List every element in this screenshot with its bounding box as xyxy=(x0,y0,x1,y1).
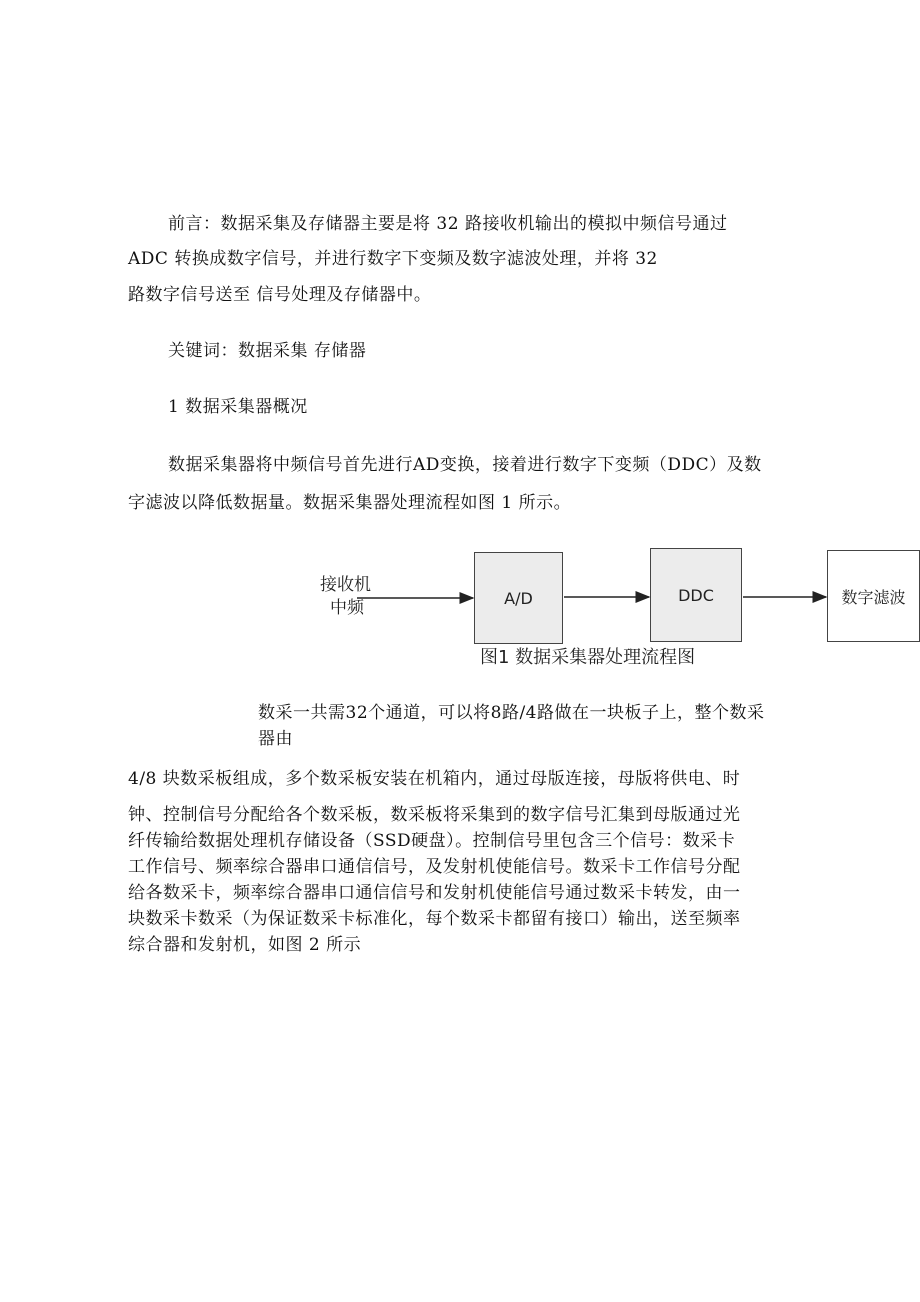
section-heading: 1 数据采集器概况 xyxy=(168,397,308,417)
boards-line-1: 4/8 块数采板组成，多个数采板安装在机箱内，通过母版连接，母版将供电、时 xyxy=(128,769,741,789)
overview-line-2: 字滤波以降低数据量。数据采集器处理流程如图 1 所示。 xyxy=(128,493,572,513)
intro-line-3: 路数字信号送至 信号处理及存储器中。 xyxy=(128,285,432,305)
digital-filter-block-label: 数字滤波 xyxy=(841,587,906,607)
keywords: 关键词：数据采集 存储器 xyxy=(168,341,367,361)
ddc-block-label: DDC xyxy=(678,585,714,605)
intro-line-1: 前言：数据采集及存储器主要是将 32 路接收机输出的模拟中频信号通过 xyxy=(168,214,728,234)
overview-line-1: 数据采集器将中频信号首先进行AD变换，接着进行数字下变频（DDC）及数 xyxy=(168,455,762,475)
boards-line-4: 工作信号、频率综合器串口通信信号，及发射机使能信号。数采卡工作信号分配 xyxy=(128,857,741,877)
boards-line-2: 钟、控制信号分配给各个数采板，数采板将采集到的数字信号汇集到母版通过光 xyxy=(128,805,741,825)
channels-line-2: 器由 xyxy=(258,729,293,749)
boards-line-6: 块数采卡数采（为保证数采卡标准化，每个数采卡都留有接口）输出，送至频率 xyxy=(128,909,741,929)
boards-line-7: 综合器和发射机，如图 2 所示 xyxy=(128,935,362,955)
boards-line-3: 纤传输给数据处理机存储设备（SSD硬盘）。控制信号里包含三个信号：数采卡 xyxy=(128,831,736,851)
boards-line-5: 给各数采卡，频率综合器串口通信信号和发射机使能信号通过数采卡转发，由一 xyxy=(128,883,741,903)
ad-block-label: A/D xyxy=(504,588,533,608)
input-label-line-2: 中频 xyxy=(330,598,364,618)
figure-1-caption: 图1 数据采集器处理流程图 xyxy=(480,647,696,668)
channels-line-1: 数采一共需32个通道，可以将8路/4路做在一块板子上，整个数采 xyxy=(258,703,765,723)
input-label-line-1: 接收机 xyxy=(320,575,371,595)
intro-line-2: ADC 转换成数字信号，并进行数字下变频及数字滤波处理，并将 32 xyxy=(128,249,658,269)
